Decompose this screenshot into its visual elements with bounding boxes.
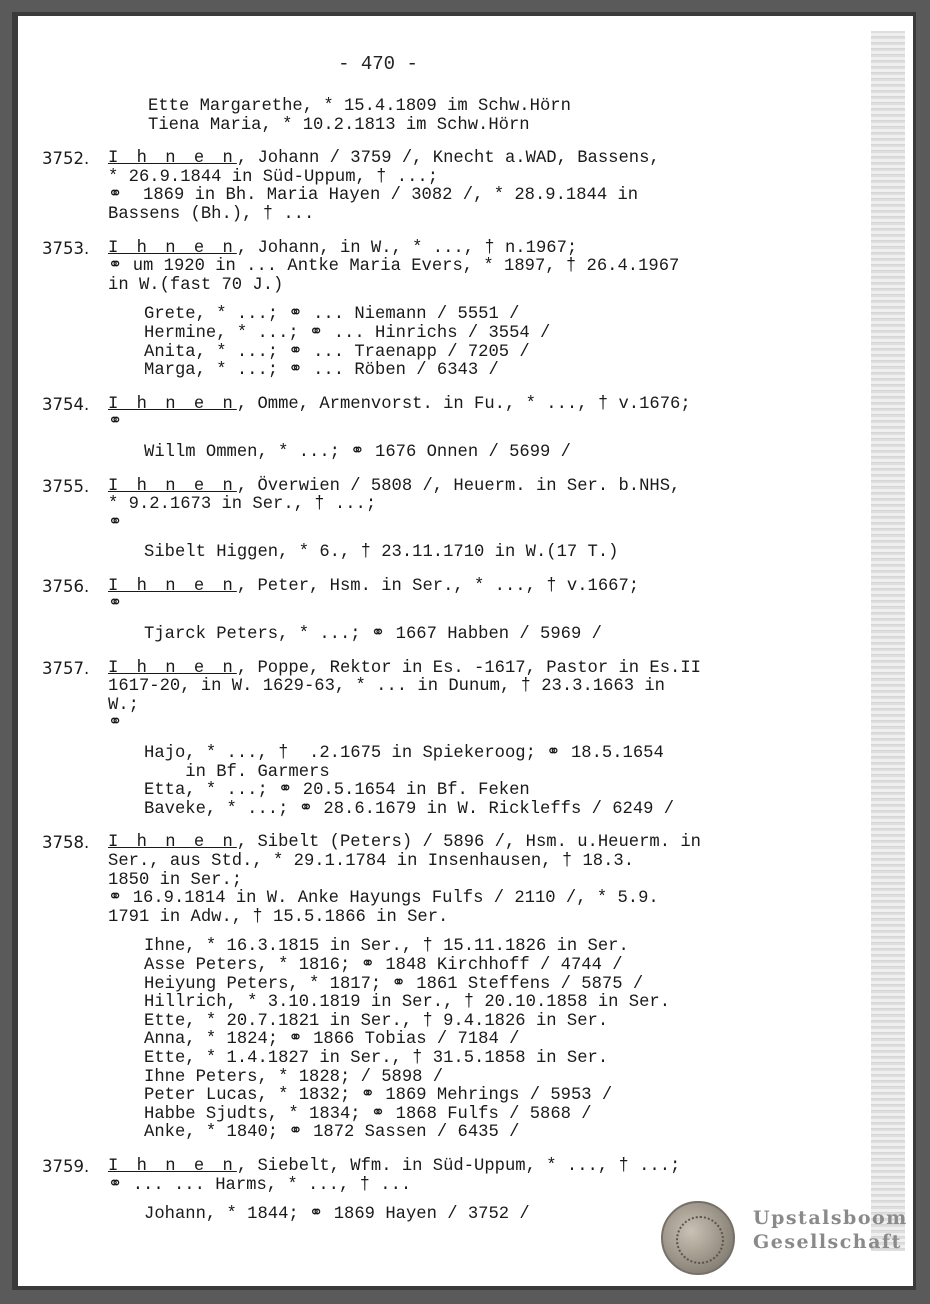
child-line: Hajo, * ..., † .2.1675 in Spiekeroog; ⚭ 18.5.1654: [144, 744, 664, 764]
surname: I h n e n: [108, 658, 237, 678]
entry-head-line: [108, 578, 762, 597]
entry-head-line: [108, 478, 762, 497]
entry-body: [42, 240, 762, 381]
child-line: Johann, * 1844; ⚭ 1869 Hayen / 3752 /: [144, 1205, 530, 1225]
entry-head-line: [108, 396, 762, 415]
entry-line: 1617-20, in W. 1629-63, * ... in Dunum, † 23.3.1663 in: [108, 677, 665, 697]
entry-number: 3755.: [42, 476, 90, 496]
intro-line: Tiena Maria, * 10.2.1813 im Schw.Hörn: [148, 115, 530, 135]
child-line: Asse Peters, * 1816; ⚭ 1848 Kirchhoff / 4744 /: [144, 955, 623, 975]
entry-body: [42, 660, 762, 820]
child-line: Heiyung Peters, * 1817; ⚭ 1861 Steffens / 5875 /: [144, 974, 644, 994]
entry-head-line: [108, 834, 762, 853]
child-line: Tjarck Peters, * ...; ⚭ 1667 Habben / 5969 /: [144, 625, 602, 645]
entry-body: [42, 578, 762, 645]
intro-line: Ette Margarethe, * 15.4.1809 im Schw.Hörn: [148, 97, 571, 116]
entry-line: ⚭: [108, 714, 123, 734]
entry-line: * 26.9.1844 in Süd-Uppum, † ...;: [108, 167, 439, 187]
child-line: Peter Lucas, * 1832; ⚭ 1869 Mehrings / 5953 /: [144, 1086, 613, 1106]
child-line: Anna, * 1824; ⚭ 1866 Tobias / 7184 /: [144, 1030, 520, 1050]
seal-icon: [661, 1201, 735, 1275]
entry-head-line: [108, 240, 762, 259]
surname: I h n e n: [108, 238, 237, 258]
entry-line: ⚭ um 1920 in ... Antke Maria Evers, * 1897, † 26.4.1967: [108, 257, 680, 277]
entry-body: [42, 396, 762, 463]
surname: I h n e n: [108, 149, 237, 169]
entry-line: 1791 in Adw., † 15.5.1866 in Ser.: [108, 907, 449, 927]
entry-line: ⚭ ... ... Harms, * ..., † ...: [108, 1175, 412, 1195]
entry-number: 3752.: [42, 149, 90, 169]
entry-number: 3759.: [42, 1156, 90, 1176]
child-line: Anke, * 1840; ⚭ 1872 Sassen / 6435 /: [144, 1123, 520, 1143]
entry-line: Bassens (Bh.), † ...: [108, 204, 315, 224]
entry-text: , Sibelt (Peters) / 5896 /, Hsm. u.Heuerm. in: [236, 833, 701, 853]
entry-3752: [42, 150, 762, 224]
logo-line-2: Gesellschaft: [753, 1231, 902, 1253]
entry-line: ⚭: [108, 595, 123, 615]
child-line: Etta, * ...; ⚭ 20.5.1654 in Bf. Feken: [144, 781, 530, 801]
entry-number: 3758.: [42, 833, 90, 853]
entry-text: , Johann / 3759 /, Knecht a.WAD, Bassens,: [236, 149, 660, 169]
child-line: Anita, * ...; ⚭ ... Traenapp / 7205 /: [144, 342, 530, 362]
page-number: - 470 -: [338, 53, 418, 75]
surname: I h n e n: [108, 394, 237, 414]
entry-3757: [42, 660, 762, 820]
entry-text: , Peter, Hsm. in Ser., * ..., † v.1667;: [236, 576, 640, 596]
entry-number: 3754.: [42, 394, 90, 414]
entries-list: [42, 150, 762, 1225]
entry-3758: [42, 834, 762, 1143]
entry-3756: [42, 578, 762, 645]
child-line: Habbe Sjudts, * 1834; ⚭ 1868 Fulfs / 5868 /: [144, 1104, 592, 1124]
entry-head-line: [108, 660, 762, 679]
entry-body: [42, 834, 762, 1143]
entry-line: 1850 in Ser.;: [108, 870, 243, 890]
entry-line: W.;: [108, 695, 139, 715]
child-line: Ihne Peters, * 1828; / 5898 /: [144, 1067, 444, 1087]
surname: I h n e n: [108, 833, 237, 853]
child-line: Willm Ommen, * ...; ⚭ 1676 Onnen / 5699 /: [144, 442, 571, 462]
entry-line: ⚭: [108, 413, 123, 433]
entry-line: in W.(fast 70 J.): [108, 275, 284, 295]
surname: I h n e n: [108, 476, 237, 496]
logo-text: [753, 1206, 908, 1254]
child-line: Marga, * ...; ⚭ ... Röben / 6343 /: [144, 361, 499, 381]
entry-text: , Siebelt, Wfm. in Süd-Uppum, * ..., † ...;: [236, 1156, 681, 1176]
entry-3754: [42, 396, 762, 463]
entry-head-line: [108, 1158, 762, 1177]
entry-number: 3757.: [42, 658, 90, 678]
entry-body: [42, 1158, 762, 1225]
entry-line: ⚭ 1869 in Bh. Maria Hayen / 3082 /, * 28.9.1844 in: [108, 186, 639, 206]
child-line: Ette, * 20.7.1821 in Ser., † 9.4.1826 in Ser.: [144, 1011, 609, 1031]
scan-edge-strip: [871, 31, 905, 1251]
child-line: Grete, * ...; ⚭ ... Niemann / 5551 /: [144, 305, 520, 325]
child-line: Ette, * 1.4.1827 in Ser., † 31.5.1858 in Ser.: [144, 1048, 609, 1068]
entry-text: , Omme, Armenvorst. in Fu., * ..., † v.1676;: [236, 394, 691, 414]
entry-text: , Poppe, Rektor in Es. -1617, Pastor in Es.II: [236, 658, 701, 678]
entry-3759: [42, 1158, 762, 1225]
child-line: Ihne, * 16.3.1815 in Ser., † 15.11.1826 in Ser.: [144, 937, 629, 957]
entry-text: , Johann, in W., * ..., † n.1967;: [236, 238, 578, 258]
document-page: [18, 16, 913, 1286]
child-line: Hillrich, * 3.10.1819 in Ser., † 20.10.1858 in Ser.: [144, 993, 671, 1013]
entry-number: 3753.: [42, 238, 90, 258]
entry-3753: [42, 240, 762, 381]
surname: I h n e n: [108, 1156, 237, 1176]
entry-line: ⚭: [108, 513, 123, 533]
entry-3755: [42, 478, 762, 563]
entry-body: [42, 478, 762, 563]
child-line: Baveke, * ...; ⚭ 28.6.1679 in W. Rickleffs / 6249 /: [144, 799, 675, 819]
child-line: Hermine, * ...; ⚭ ... Hinrichs / 3554 /: [144, 323, 551, 343]
entry-line: ⚭ 16.9.1814 in W. Anke Hayungs Fulfs / 2110 /, * 5.9.: [108, 889, 659, 909]
child-line: Sibelt Higgen, * 6., † 23.11.1710 in W.(17 T.): [144, 543, 619, 563]
child-line: in Bf. Garmers: [144, 762, 330, 782]
entry-line: * 9.2.1673 in Ser., † ...;: [108, 495, 377, 515]
upstalsboom-logo: [661, 1201, 908, 1273]
surname: I h n e n: [108, 576, 237, 596]
entry-text: , Överwien / 5808 /, Heuerm. in Ser. b.NHS,: [236, 476, 681, 496]
logo-line-1: Upstalsboom: [753, 1207, 908, 1229]
entry-body: [42, 150, 762, 224]
entry-number: 3756.: [42, 576, 90, 596]
entry-head-line: [108, 150, 762, 169]
genealogy-content: [42, 98, 762, 1225]
entry-line: Ser., aus Std., * 29.1.1784 in Insenhausen, † 18.3.: [108, 852, 635, 871]
